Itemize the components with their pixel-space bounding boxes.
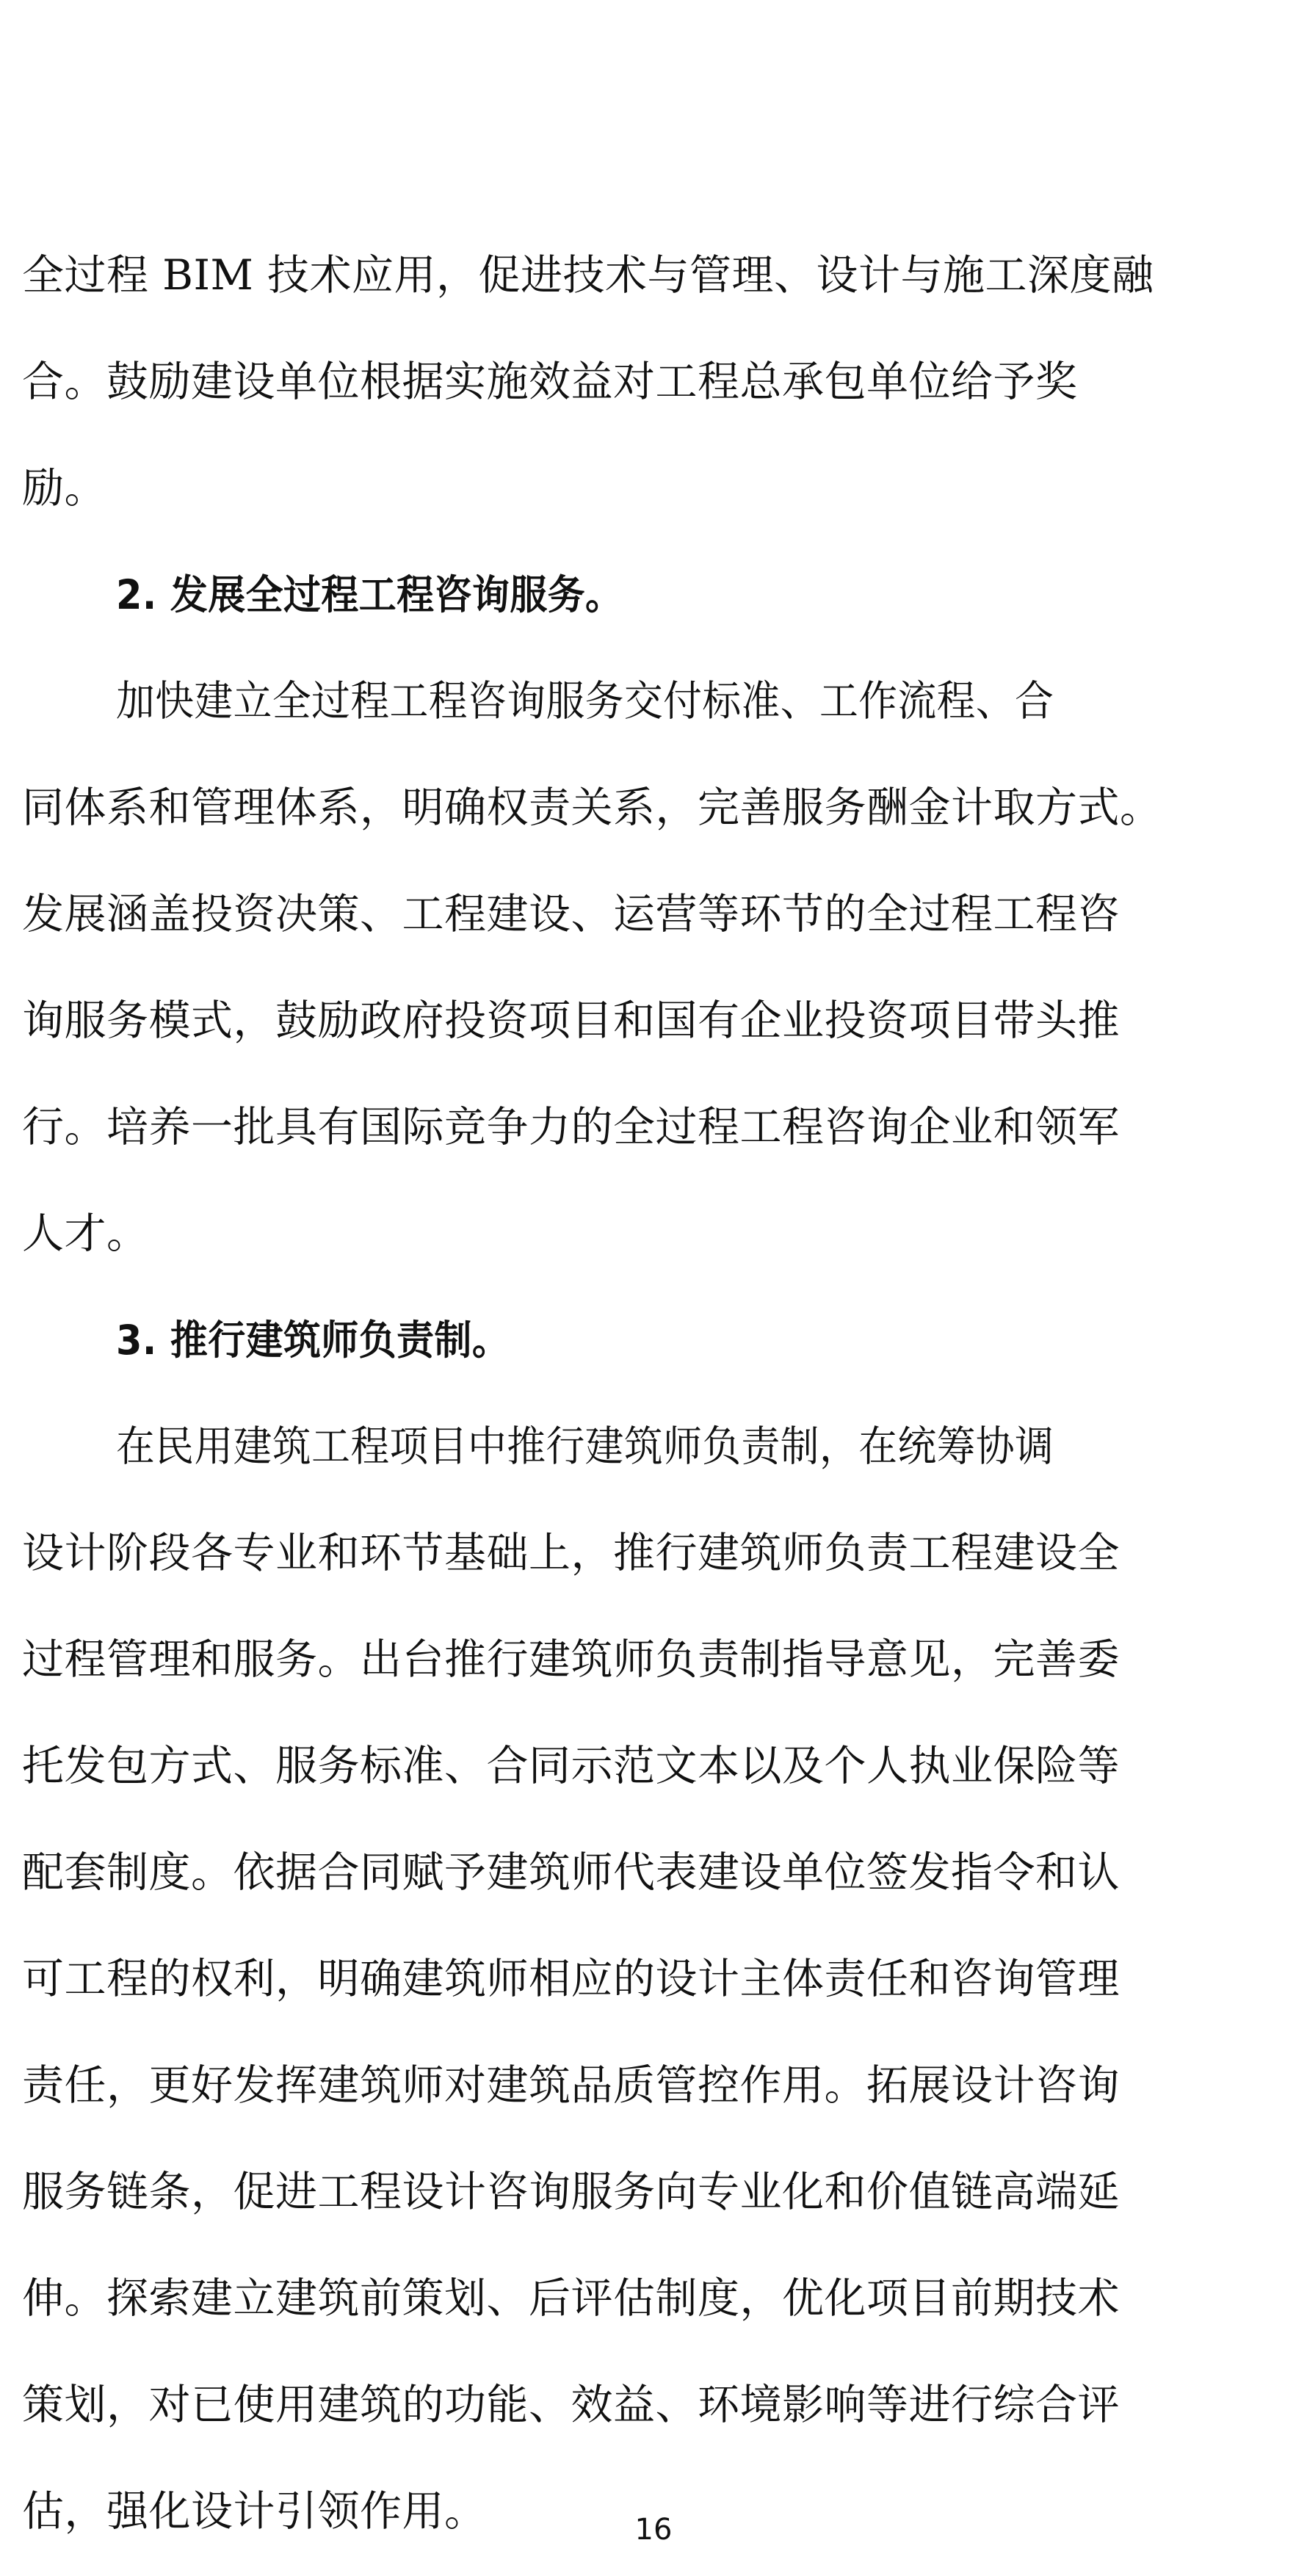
text-line-18: 责任，更好发挥建筑师对建筑品质管控作用。拓展设计咨询: [22, 2061, 1120, 2110]
text-line-10: 人才。: [22, 1209, 149, 1258]
text-line-16: 配套制度。依据合同赋予建筑师代表建设单位签发指令和认: [22, 1848, 1120, 1897]
text-line-20: 伸。探索建立建筑前策划、后评估制度，优化项目前期技术: [22, 2274, 1120, 2323]
section-heading-3: 3. 推行建筑师负责制。: [116, 1317, 510, 1364]
text-line-9: 行。培养一批具有国际竞争力的全过程工程咨询企业和领军: [22, 1103, 1120, 1151]
text-line-22: 估，强化设计引领作用。: [22, 2487, 487, 2536]
text-line-15: 托发包方式、服务标准、合同示范文本以及个人执业保险等: [22, 1742, 1120, 1790]
section-heading-2: 2. 发展全过程工程咨询服务。: [116, 571, 623, 618]
text-line-2: 合。鼓励建设单位根据实施效益对工程总承包单位给予奖: [22, 358, 1078, 406]
text-line-5: 加快建立全过程工程咨询服务交付标准、工作流程、合: [116, 677, 1054, 726]
text-line-12: 在民用建筑工程项目中推行建筑师负责制，在统筹协调: [116, 1422, 1054, 1471]
text-line-19: 服务链条，促进工程设计咨询服务向专业化和价值链高端延: [22, 2168, 1120, 2216]
text-line-6: 同体系和管理体系，明确权责关系，完善服务酬金计取方式。: [22, 784, 1162, 832]
text-line-7: 发展涵盖投资决策、工程建设、运营等环节的全过程工程咨: [22, 890, 1120, 938]
text-line-1: 全过程 BIM 技术应用，促进技术与管理、设计与施工深度融: [22, 251, 1154, 300]
text-line-3: 励。: [22, 464, 106, 513]
text-line-8: 询服务模式，鼓励政府投资项目和国有企业投资项目带头推: [22, 996, 1120, 1045]
text-line-17: 可工程的权利，明确建筑师相应的设计主体责任和咨询管理: [22, 1955, 1120, 2003]
text-line-14: 过程管理和服务。出台推行建筑师负责制指导意见，完善委: [22, 1635, 1120, 1684]
text-line-13: 设计阶段各专业和环节基础上，推行建筑师负责工程建设全: [22, 1529, 1120, 1577]
page-number: 16: [634, 2513, 673, 2547]
text-line-21: 策划，对已使用建筑的功能、效益、环境影响等进行综合评: [22, 2381, 1120, 2429]
